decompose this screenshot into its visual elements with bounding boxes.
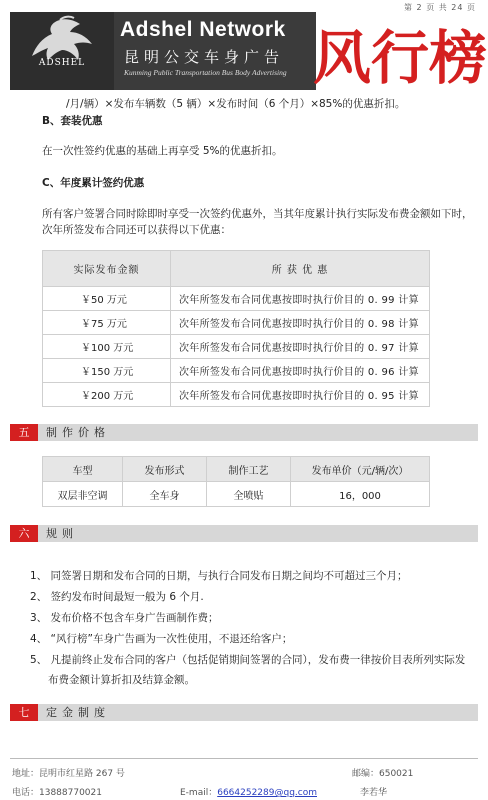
brand-name-cn: 昆明公交车身广告 (124, 48, 285, 66)
benefit-cell: 次年所签发布合同优惠按即时执行价目的 0. 99 计算 (171, 287, 430, 311)
column-header: 所 获 优 惠 (171, 251, 430, 287)
slogan-logo (312, 14, 488, 92)
section-number: 六 (10, 525, 38, 542)
footer-divider (10, 758, 478, 759)
column-header: 制作工艺 (207, 457, 291, 482)
benefit-cell: 次年所签发布合同优惠按即时执行价目的 0. 97 计算 (171, 335, 430, 359)
rule-text: “风行榜”车身广告画为一次性使用，不退还给客户； (50, 633, 293, 645)
column-header: 发布形式 (123, 457, 207, 482)
brand-name-en: Adshel Network (120, 18, 286, 41)
rule-number: 2、 (30, 591, 48, 603)
column-header: 车型 (43, 457, 123, 482)
rule-number: 5、 (30, 654, 48, 666)
section-c-text-2: 次年所签发布合同还可以获得以下优惠： (42, 224, 231, 236)
horse-logo-icon (22, 16, 102, 62)
rule-number: 1、 (30, 570, 48, 582)
benefit-cell: 次年所签发布合同优惠按即时执行价目的 0. 95 计算 (171, 383, 430, 407)
column-header: 实际发布金额 (43, 251, 171, 287)
table-cell: 全车身 (123, 482, 207, 507)
column-header: 发布单价（元/辆/次） (291, 457, 430, 482)
footer-address: 地址：昆明市红星路 267 号 (12, 769, 125, 779)
table-cell: 全喷贴 (207, 482, 291, 507)
footer-postcode: 邮编：650021 (352, 769, 414, 779)
rule-text: 同签署日期和发布合同的日期，与执行合同发布日期之间均不可超过三个月； (50, 570, 408, 582)
table-header-row (43, 251, 430, 287)
amount-cell: ￥150 万元 (43, 359, 171, 383)
benefit-cell: 次年所签发布合同优惠按即时执行价目的 0. 96 计算 (171, 359, 430, 383)
rule-continuation (48, 672, 195, 687)
section-title: 制作价格 (46, 426, 110, 439)
benefit-cell: 次年所签发布合同优惠按即时执行价目的 0. 98 计算 (171, 311, 430, 335)
amount-cell: ￥50 万元 (43, 287, 171, 311)
table-row (43, 359, 430, 383)
rule-item (30, 589, 204, 604)
section-title: 规则 (46, 527, 78, 540)
section-number: 七 (10, 704, 38, 721)
section-b-text: 在一次性签约优惠的基础上再享受 5%的优惠折扣。 (42, 145, 283, 157)
page-number: 第 2 页 共 24 页 (404, 3, 476, 12)
rule-text: 签约发布时间最短一般为 6 个月. (50, 591, 204, 603)
rule-number: 4、 (30, 633, 48, 645)
rule-number: 3、 (30, 612, 48, 624)
page-header (0, 0, 488, 92)
email-label: E-mail： (180, 788, 218, 798)
logo-text: ADSHEL (38, 58, 86, 68)
footer-contact: 李若华 (360, 788, 388, 798)
slogan-text: 风行榜 (312, 24, 488, 92)
footer-email (180, 785, 317, 798)
footer-phone: 电话：13888770021 (12, 788, 102, 798)
intro-line: /月/辆）×发布车辆数（5 辆）×发布时间（6 个月）×85%的优惠折扣。 (66, 98, 406, 110)
amount-cell: ￥100 万元 (43, 335, 171, 359)
table-row (43, 311, 430, 335)
rule-item (30, 568, 408, 583)
email-link[interactable]: 6664252289@qq.com (217, 788, 317, 798)
section-c-title: C、年度累计签约优惠 (42, 177, 145, 189)
rule-item (30, 631, 292, 646)
rule-item (30, 652, 465, 667)
rule-text: 凡提前终止发布合同的客户（包括促销期间签署的合同），发布费一律按价目表所列实际发 (50, 654, 466, 666)
table-row (43, 482, 430, 507)
section-header-6 (10, 525, 478, 542)
table-row (43, 287, 430, 311)
rule-item (30, 610, 219, 625)
table-cell: 16，000 (291, 482, 430, 507)
rule-text: 布费金额计算折扣及结算金额。 (48, 674, 195, 686)
section-title: 定金制度 (46, 706, 110, 719)
brand-subtitle: Kunming Public Transportation Bus Body Advertising (124, 68, 287, 77)
section-number: 五 (10, 424, 38, 441)
amount-cell: ￥75 万元 (43, 311, 171, 335)
table-cell: 双层非空调 (43, 482, 123, 507)
section-header-7 (10, 704, 478, 721)
table-header-row (43, 457, 430, 482)
table-row (43, 335, 430, 359)
section-c-text-1: 所有客户签署合同时除即时享受一次签约优惠外，当其年度累计执行实际发布费金额如下时， (42, 208, 473, 220)
section-header-5 (10, 424, 478, 441)
table-row (43, 383, 430, 407)
section-b-title: B、套装优惠 (42, 115, 103, 127)
discount-table (42, 250, 430, 407)
amount-cell: ￥200 万元 (43, 383, 171, 407)
rule-text: 发布价格不包含车身广告画制作费； (50, 612, 219, 624)
price-table (42, 456, 430, 507)
